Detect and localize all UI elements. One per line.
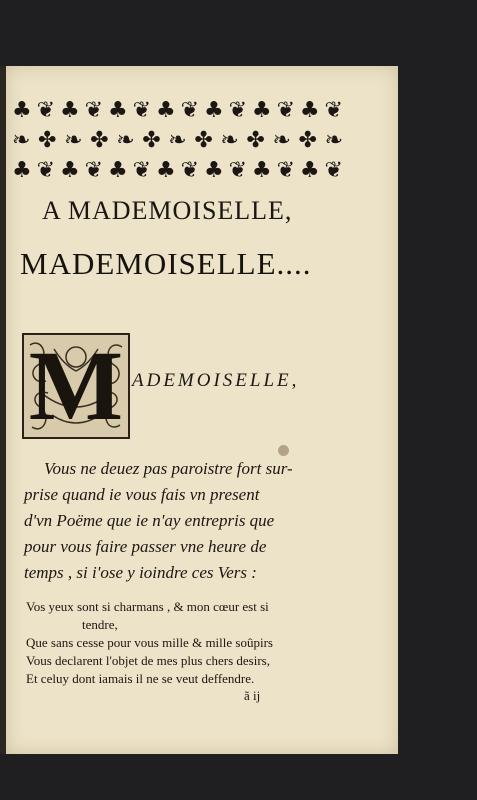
prose-line: pour vous faire passer vne heure de [24, 537, 267, 556]
dedication-prose [24, 456, 342, 586]
verse-line: Et celuy dont iamais il ne se veut deffendre. [26, 671, 255, 686]
prose-line: temps , si i'ose y ioindre ces Vers : [24, 563, 257, 582]
verse-line: Que sans cesse pour vous mille & mille soûpirs [26, 635, 273, 650]
prose-line: Vous ne deuez pas paroistre fort sur- [44, 459, 293, 478]
verse-stanza [26, 598, 356, 688]
verse-line: tendre, [82, 617, 118, 632]
verse-line: Vous declarent l'objet de mes plus chers desirs, [26, 653, 270, 668]
prose-line: prise quand ie vous fais vn present [24, 485, 260, 504]
salutation: ADEMOISELLE, [132, 370, 300, 391]
dedication-heading: A MADEMOISELLE, [42, 196, 293, 225]
fleuron-ornament-icon: ♣ ❦ ♣ ❦ ♣ ❦ ♣ ❦ ♣ ❦ ♣ ❦ ♣ ❦ ❧ ✤ ❧ ✤ ❧ ✤ ❧ ✤ ❧ ✤ ❧ ✤ ❧ ♣ ❦ ♣ ❦ ♣ ❦ ♣ ❦ ♣ ❦ ♣ ❦ ♣ ❦ [12, 98, 342, 183]
dedication-subheading: MADEMOISELLE.... [20, 246, 312, 281]
verse-line: Vos yeux sont si charmans , & mon cœur est si [26, 599, 269, 614]
decorated-initial-icon [22, 330, 130, 441]
paper-stain [278, 445, 289, 456]
prose-line: d'vn Poëme que ie n'ay entrepris que [24, 511, 275, 530]
signature-mark: ã ij [244, 688, 261, 703]
drop-cap-letter: M [28, 330, 124, 441]
